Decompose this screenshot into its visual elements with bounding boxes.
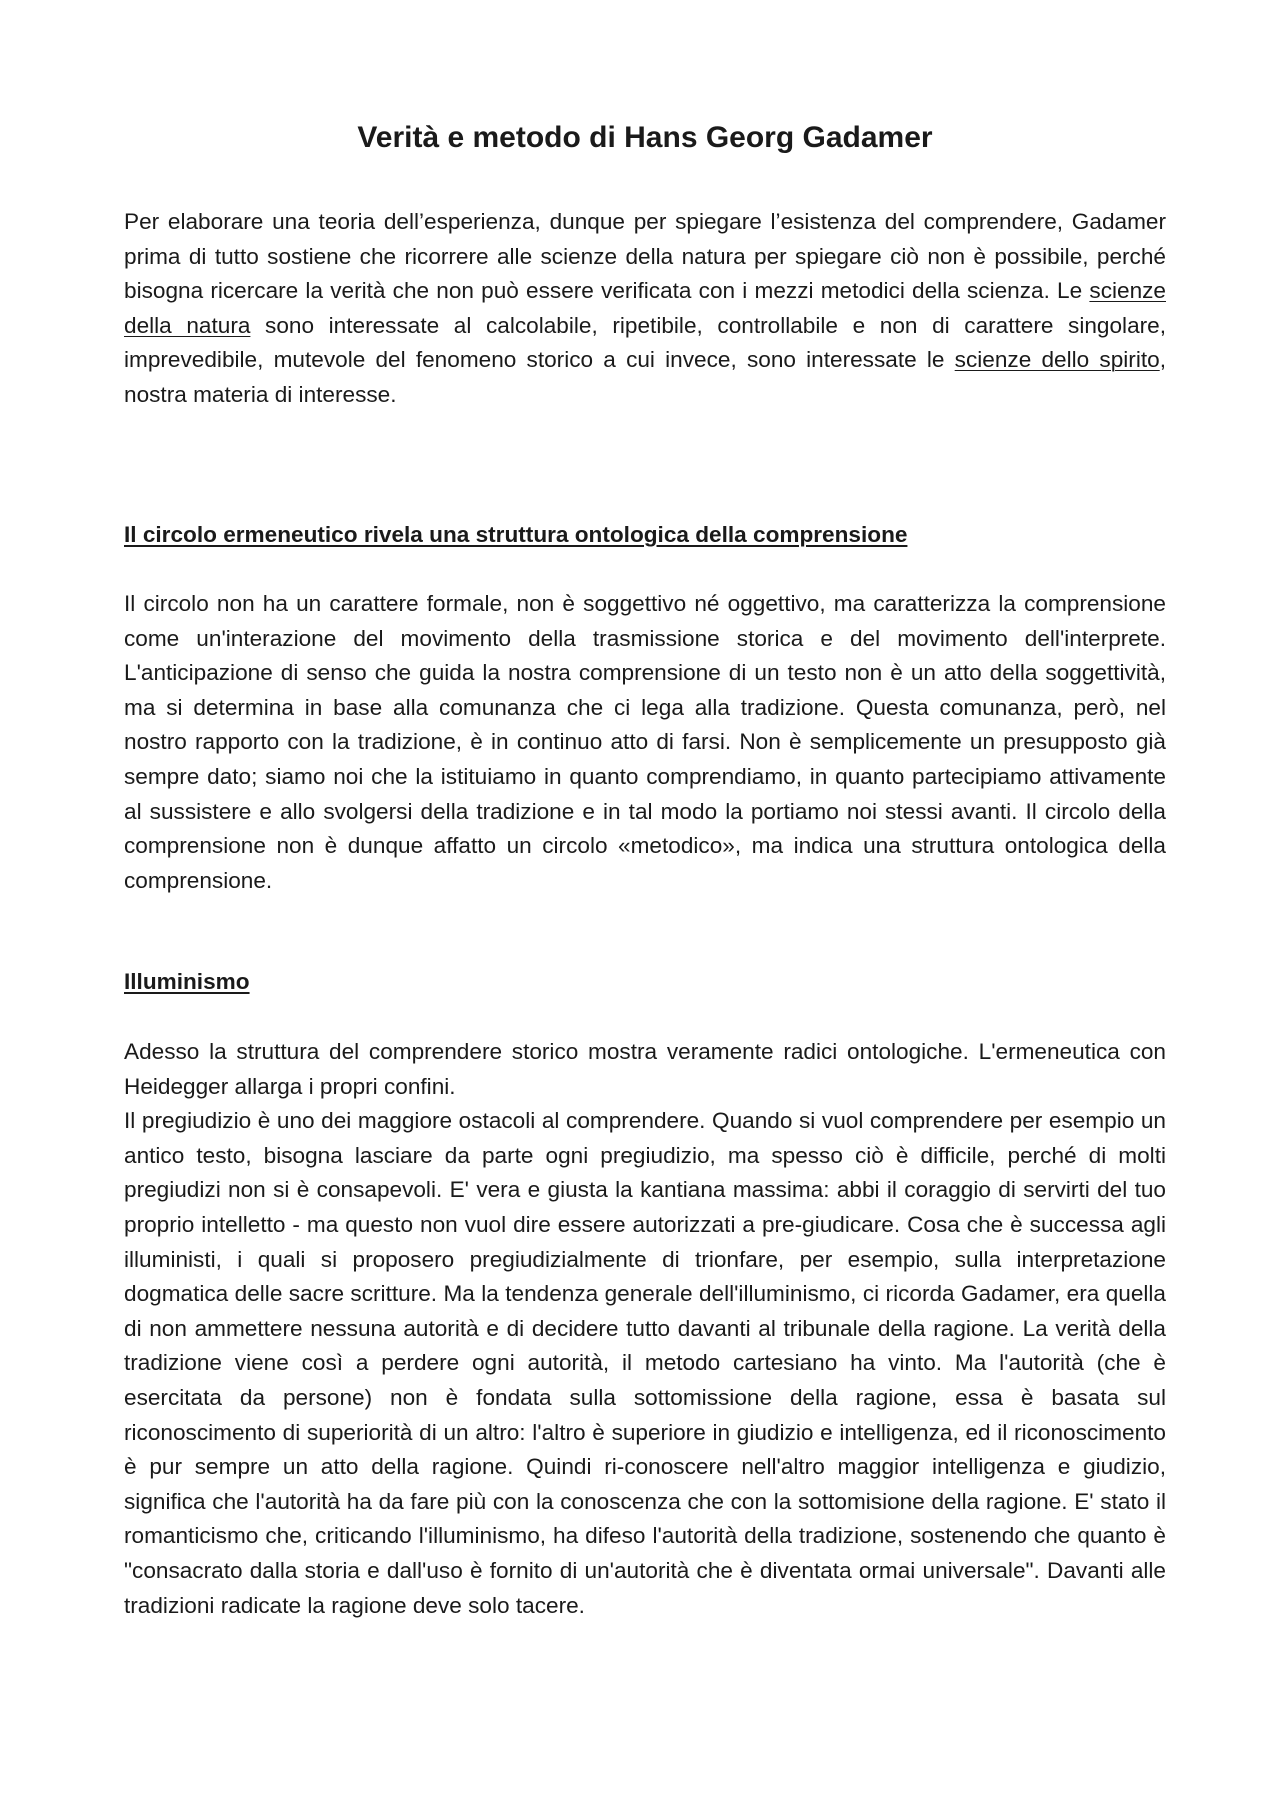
hermeneutic-circle-text: Il circolo non ha un carattere formale, non è soggettivo né oggettivo, ma caratterizza la comprensione come un'interazione del movimento della trasmissione storica e del movimento dell'interprete. L'anticipazione di senso che guida la nostra comprensione di un testo non è un atto della soggettività, ma si determina in base alla comunanza che ci lega alla tradizione. Questa comunanza, però, nel nostro rapporto con la tradizione, è in continuo atto di farsi. Non è semplicemente un presupposto già sempre dato; siamo noi che la istituiamo in quanto comprendiamo, in quanto partecipiamo attivamente al sussistere e allo svolgersi della tradizione e in tal modo la portiamo noi stessi avanti. Il circolo della comprensione non è dunque affatto un circolo «metodico», ma indica una struttura ontologica della comprensione.: [124, 591, 1166, 893]
section-body-enlightenment: [124, 1035, 1166, 1623]
section-paragraph-hermeneutic-circle: [124, 587, 1166, 898]
document-title: Verità e metodo di Hans Georg Gadamer: [357, 121, 933, 154]
intro-text-2: sono interessate al calcolabile, ripetibile, controllabile e non di carattere singolare, imprevedibile, mutevole del fenomeno storico a cui invece, sono interessate le: [124, 312, 1167, 373]
enlightenment-paragraph-1: Adesso la struttura del comprendere storico mostra veramente radici ontologiche. L'ermeneutica con Heidegger allarga i propri confini.: [124, 1039, 1166, 1099]
natural-sciences-link[interactable]: scienze della natura: [124, 278, 1166, 338]
intro-text-1: Per elaborare una teoria dell’esperienza, dunque per spiegare l’esistenza del comprendere, Gadamer prima di tutto sostiene che ricorrere alle scienze della natura per spiegare ciò non è possibile, perché bisogna ricercare la verità che non può essere verificata con i mezzi metodici della scienza. Le: [124, 209, 1166, 304]
spirit-sciences-link[interactable]: scienze dello spirito: [954, 347, 1160, 373]
enlightenment-paragraph-2: Il pregiudizio è uno dei maggiore ostacoli al comprendere. Quando si vuol comprendere per esempio un antico testo, bisogna lasciare da parte ogni pregiudizio, ma spesso ciò è difficile, perché di molti pregiudizi non si è consapevoli. E' vera e giusta la kantiana massima: abbi il coraggio di servirti del tuo proprio intelletto - ma questo non vuol dire essere autorizzati a pre-giudicare. Cosa che è successa agli illuministi, i quali si proposero pregiudizialmente di trionfare, per esempio, sulla interpretazione dogmatica delle sacre scritture. Ma la tendenza generale dell'illuminismo, ci ricorda Gadamer, era quella di non ammettere nessuna autorità e di decidere tutto davanti al tribunale della ragione. La verità della tradizione viene così a perdere ogni autorità, il metodo cartesiano ha vinto. Ma l'autorità (che è esercitata da persone) non è fondata sulla sottomissione della ragione, essa è basata sul riconoscimento di superiorità di un altro: l'altro è superiore in giudizio e intelligenza, ed il riconoscimento è pur sempre un atto della ragione. Quindi ri-conoscere nell'altro maggior intelligenza e giudizio, significa che l'autorità ha da fare più con la conoscenza che con la sottomisione della ragione. E' stato il romanticismo che, criticando l'illuminismo, ha difeso l'autorità della tradizione, sostenendo che quanto è "consacrato dalla storia e dall'uso è fornito di un'autorità che è diventata ormai universale". Davanti alle tradizioni radicate la ragione deve solo tacere.: [124, 1108, 1166, 1618]
intro-text-3: , nostra materia di interesse.: [124, 347, 1166, 407]
section-heading-enlightenment: Illuminismo: [124, 969, 250, 994]
section-heading-hermeneutic-circle: Il circolo ermeneutico rivela una struttura ontologica della comprensione: [124, 522, 908, 547]
intro-paragraph: [124, 205, 1166, 413]
